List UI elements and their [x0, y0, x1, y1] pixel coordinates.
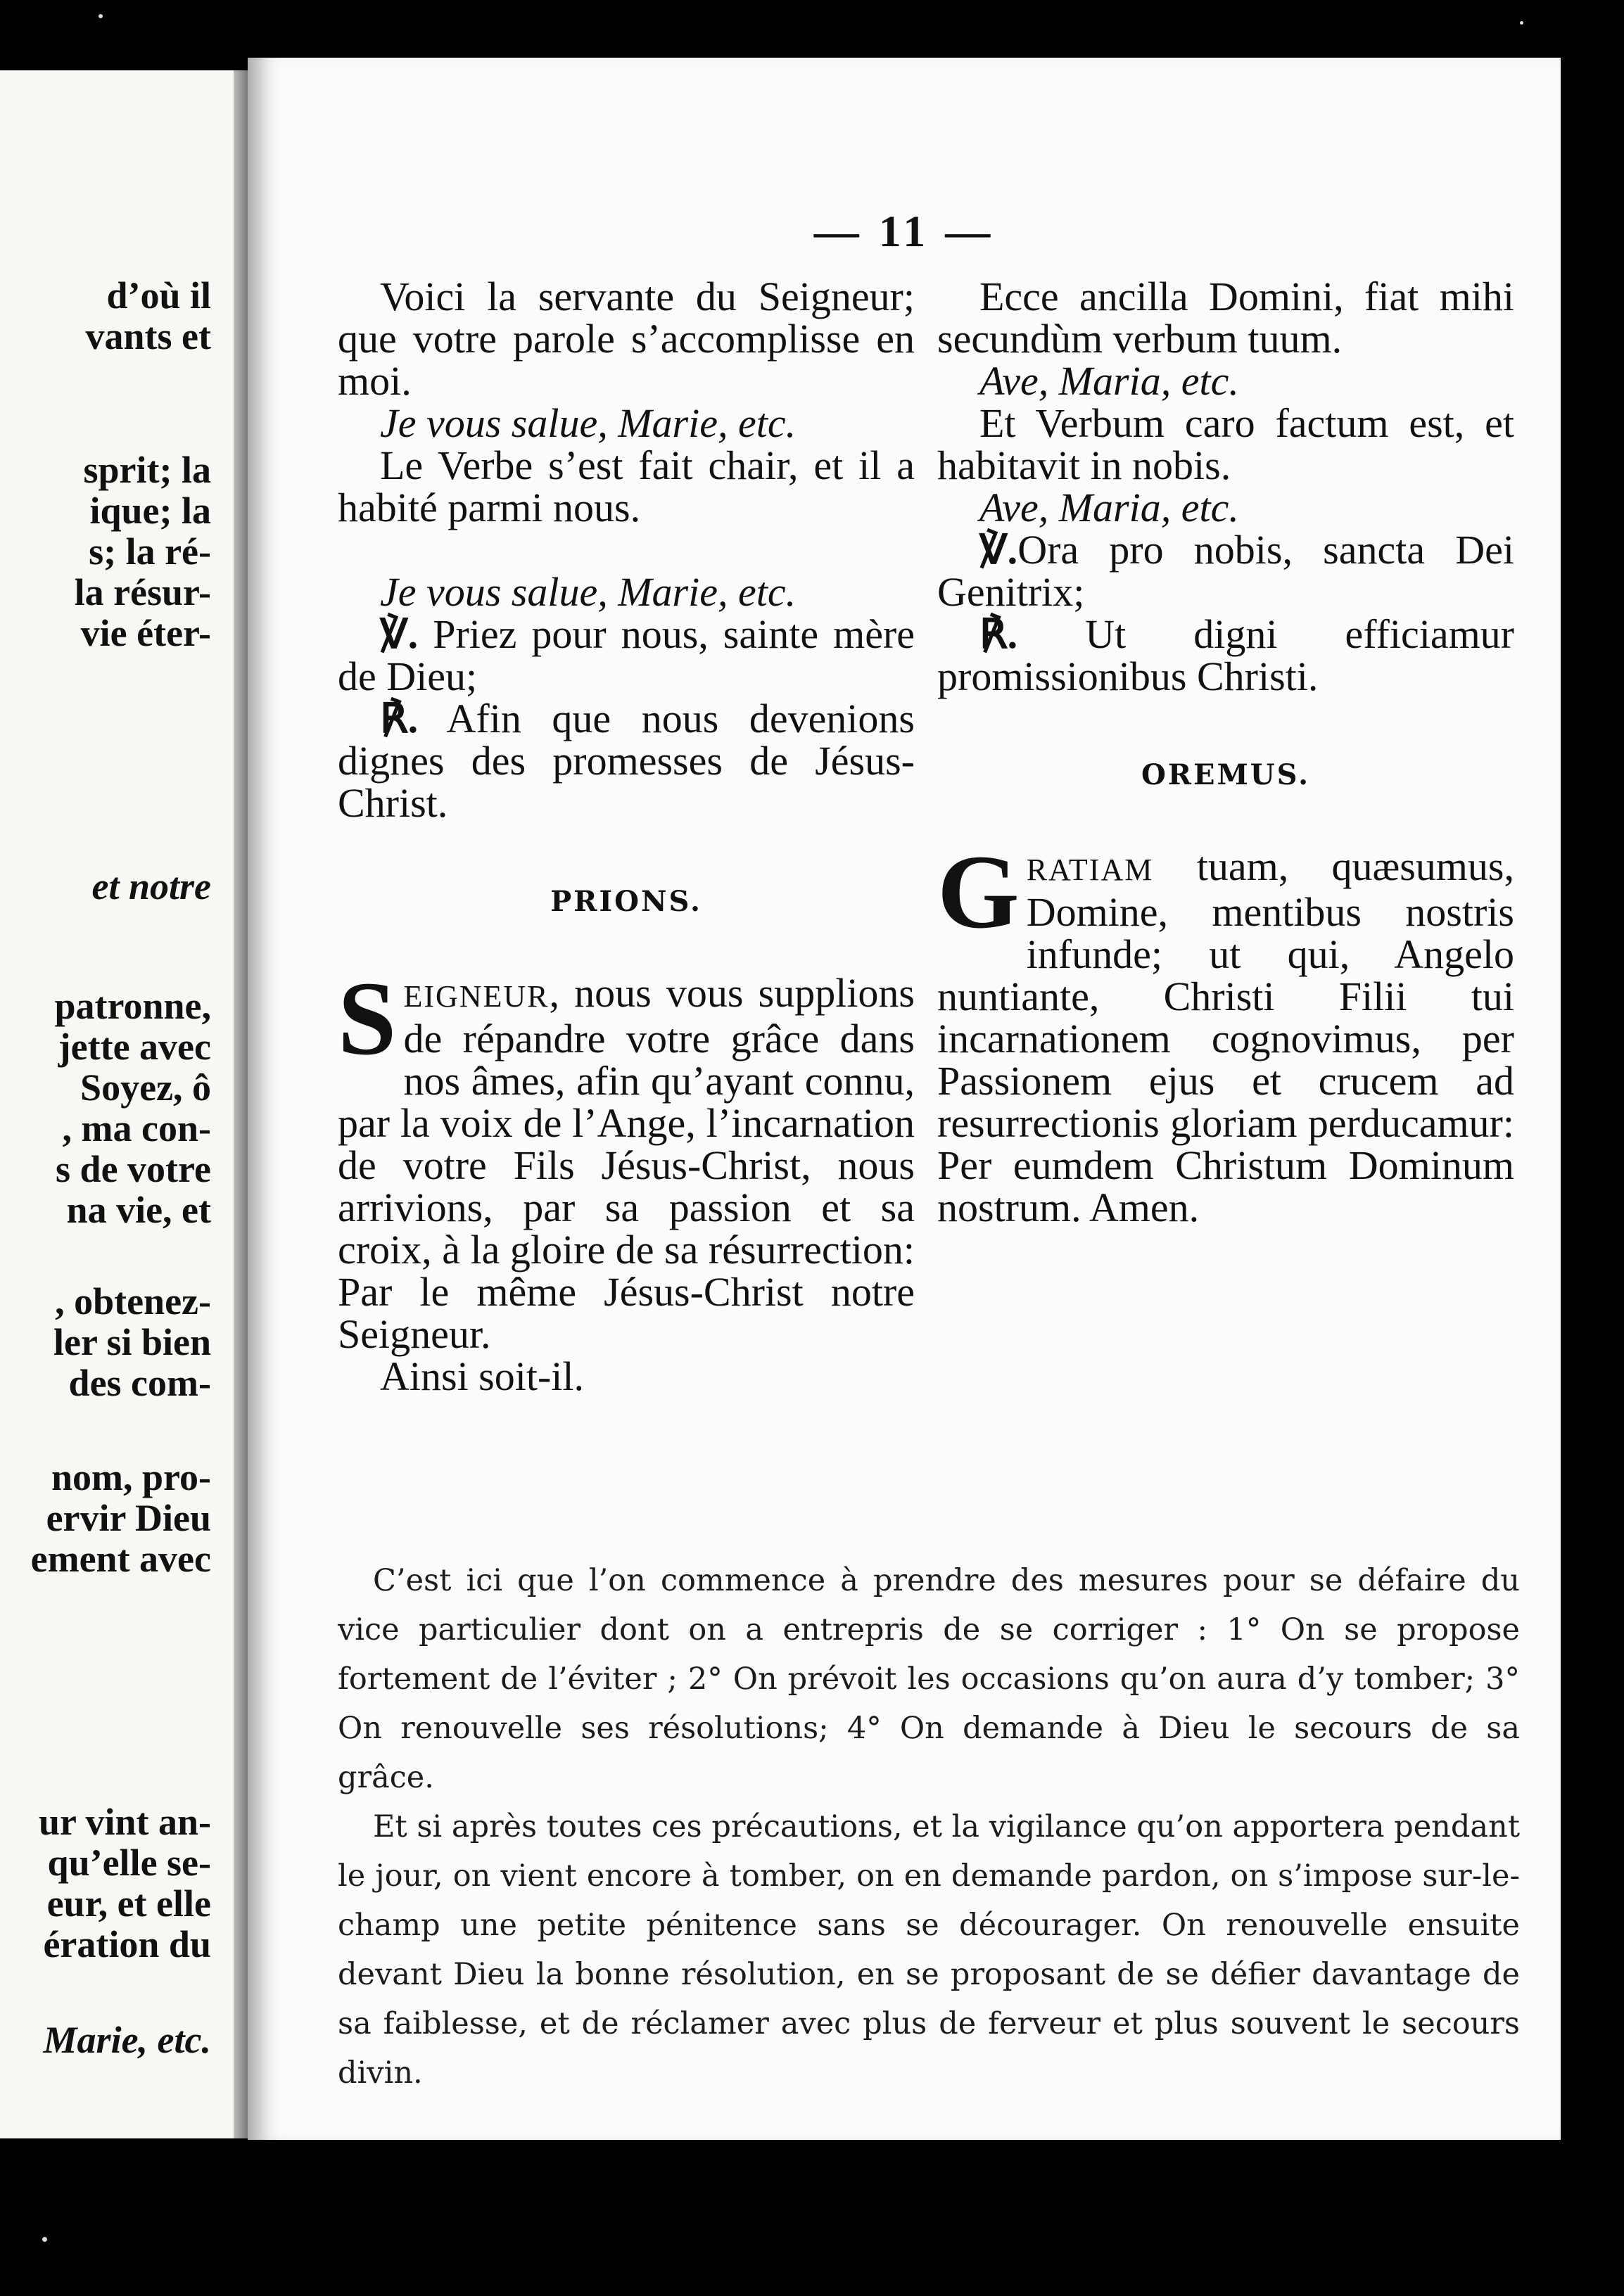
french-versicle — [338, 613, 915, 698]
previous-page-line: des com- — [68, 1362, 211, 1404]
latin-verse-2: Et Verbum caro factum est, et habitavit in nobis. — [937, 400, 1514, 488]
previous-page-line: jette avec — [58, 1026, 211, 1068]
latin-prayer — [937, 834, 1514, 1230]
french-amen: Ainsi soit-il. — [380, 1353, 585, 1399]
previous-page-line: ler si bien — [53, 1321, 211, 1363]
latin-ave-2: Ave, Maria, etc. — [979, 485, 1239, 530]
versicle-mark: ℣. — [380, 611, 419, 657]
previous-page-line: , obtenez- — [55, 1280, 211, 1322]
latin-column — [937, 276, 1514, 1229]
previous-page-line: , ma con- — [62, 1107, 211, 1149]
latin-prayer-smallcaps: RATIAM — [1026, 853, 1154, 887]
french-verse-1: Voici la servante du Seigneur; que votre parole s’accomplisse en moi. — [338, 274, 915, 404]
french-response-text: Afin que nous devenions dignes des promesses de Jésus-Christ. — [338, 696, 915, 826]
latin-heading: OREMUS. — [1141, 758, 1311, 791]
versicle-mark: ℣. — [979, 527, 1018, 573]
previous-page-line: ervir Dieu — [46, 1497, 211, 1539]
latin-prayer-text: tuam, quæsumus, Domine, mentibus nostris infunde; ut qui, Angelo nuntiante, Christi Filii tui incarnationem cognovimus, per Passionem ejus et crucem ad resurrectionis gloriam perducamur: Per eumdem Christum Dominum nostrum. Amen. — [937, 843, 1514, 1230]
dust-speck — [99, 14, 103, 18]
response-mark: ℟. — [380, 696, 419, 741]
previous-page-line: d’où il — [106, 274, 211, 317]
previous-page-line: vie éter- — [80, 612, 211, 654]
previous-page-line: la résur- — [74, 571, 211, 613]
latin-response-text: Ut digni efficiamur promissionibus Christi. — [937, 611, 1514, 699]
dust-speck — [1520, 21, 1523, 25]
previous-page-line: qu’elle se- — [47, 1842, 211, 1884]
instruction-note — [338, 1556, 1520, 2098]
latin-response — [937, 613, 1514, 698]
previous-page-line: s de votre — [56, 1148, 211, 1190]
latin-versicle — [937, 529, 1514, 613]
previous-page-line: Soyez, ô — [80, 1066, 211, 1109]
french-column — [338, 276, 915, 1398]
previous-page-line: sprit; la — [83, 449, 211, 491]
previous-page-line: eur, et elle — [46, 1882, 211, 1925]
french-prayer-smallcaps: EIGNEUR — [403, 979, 550, 1014]
dust-speck — [42, 2237, 47, 2242]
note-paragraph-2: Et si après toutes ces précautions, et la vigilance qu’on apportera pendant le jour, on vient encore à tomber, on en demande pardon, on s’impose sur-le-champ une petite pénitence sans se décourager. On renouvelle ensuite devant Dieu la bonne résolution, en se proposant de se défier davantage de sa faiblesse, et de réclamer avec plus de ferveur et plus souvent le secours divin. — [338, 1809, 1520, 2091]
previous-page-line: na vie, et — [66, 1189, 211, 1231]
previous-page-line: ement avec — [30, 1538, 211, 1580]
french-prayer — [338, 960, 915, 1357]
previous-page-line: patronne, — [54, 985, 211, 1027]
french-ave-1: Je vous salue, Marie, etc. — [380, 400, 797, 446]
previous-page-line: vants et — [85, 315, 211, 357]
latin-versicle-text: Ora pro nobis, sancta Dei Genitrix; — [937, 527, 1514, 615]
previous-page-line: ération du — [43, 1923, 211, 1965]
french-response — [338, 698, 915, 824]
previous-page-line: ur vint an- — [38, 1801, 211, 1843]
previous-page-line: nom, pro- — [51, 1456, 211, 1498]
latin-drop-cap: G — [937, 834, 1020, 950]
previous-page — [0, 70, 260, 2138]
previous-page-line: s; la ré- — [89, 530, 211, 573]
french-ave-2: Je vous salue, Marie, etc. — [380, 569, 797, 615]
latin-ave-1: Ave, Maria, etc. — [979, 358, 1239, 404]
page-number: — 11 — — [813, 206, 995, 256]
french-prayer-text: , nous vous supplions de répandre votre grâce dans nos âmes, afin qu’ayant connu, par la voix de l’Ange, l’incarnation de votre Fils Jésus-Christ, nous arrivions, par sa passion et sa croix, à la gloire de sa résurrection: Par le même Jésus-Christ notre Seigneur. — [338, 970, 915, 1357]
french-verse-2: Le Verbe s’est fait chair, et il a habité parmi nous. — [338, 442, 915, 530]
latin-verse-1: Ecce ancilla Domini, fiat mihi secundùm verbum tuum. — [937, 274, 1514, 362]
previous-page-line: Marie, etc. — [43, 2019, 211, 2061]
previous-page-line: ique; la — [89, 490, 211, 532]
note-paragraph-1: C’est ici que l’on commence à prendre des mesures pour se défaire du vice particulier dont on a entrepris de se corriger : 1° On se propose fortement de l’éviter ; 2° On prévoit les occasions qu’on aura d’y tomber; 3° On renouvelle ses résolutions; 4° On demande à Dieu le secours de sa grâce. — [338, 1563, 1520, 1795]
french-versicle-text: Priez pour nous, sainte mère de Dieu; — [338, 611, 915, 699]
french-drop-cap: S — [338, 960, 397, 1077]
current-page — [248, 58, 1561, 2140]
french-heading: PRIONS. — [550, 885, 702, 918]
previous-page-line: et notre — [91, 865, 211, 907]
response-mark: ℟. — [979, 611, 1018, 657]
